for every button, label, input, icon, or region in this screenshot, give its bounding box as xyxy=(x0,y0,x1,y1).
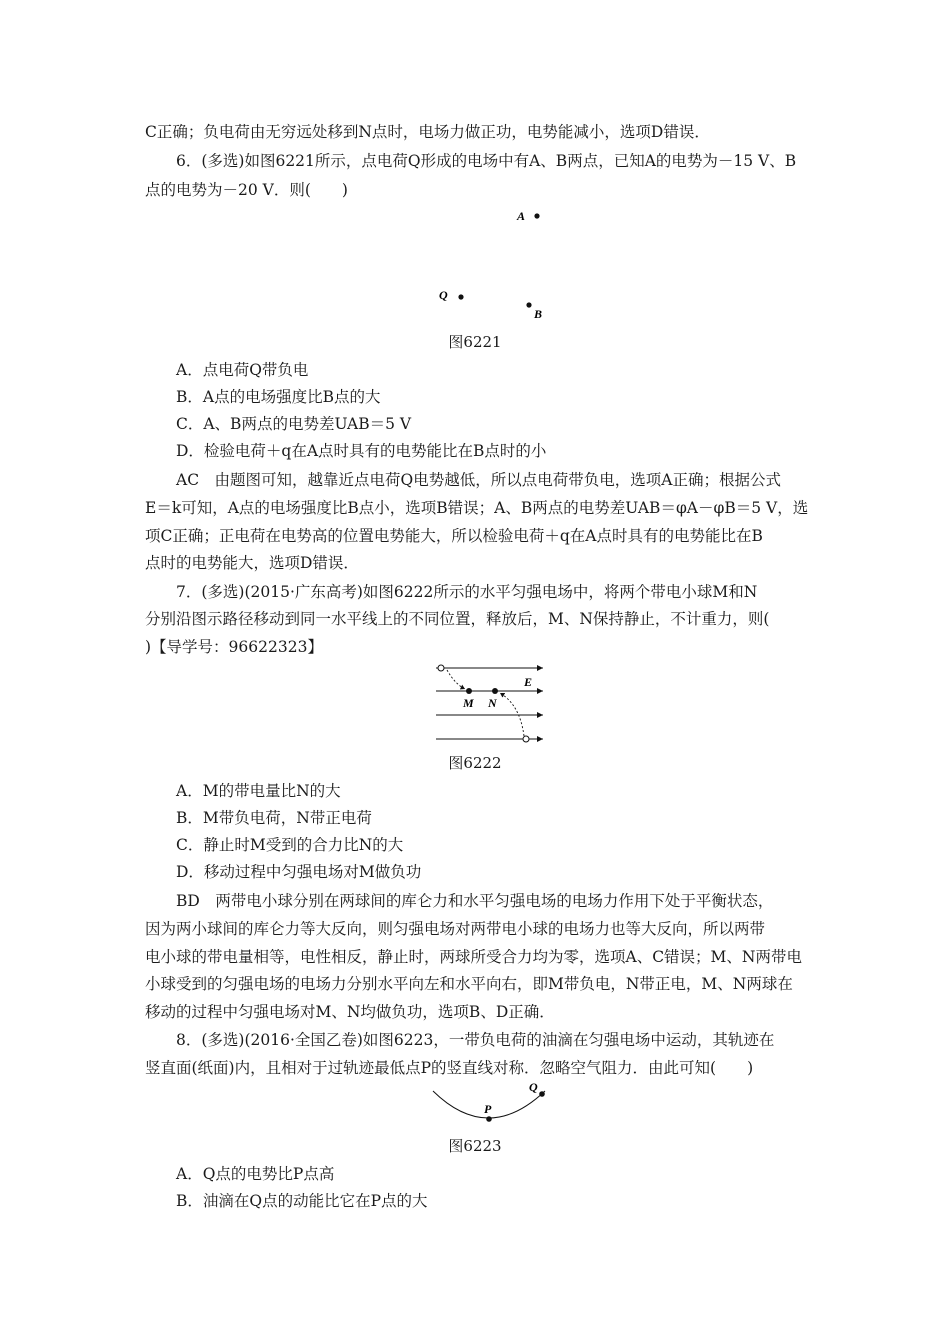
text-line: )【导学号：96622323】 xyxy=(145,638,323,656)
option-A: A．点电荷Q带负电 xyxy=(176,361,309,379)
label-M: M xyxy=(463,696,474,710)
figure-6223 xyxy=(425,1080,555,1130)
answer-line: 因为两小球间的库仑力等大反向，则匀强电场对两带电小球的电场力也等大反向，所以两带 xyxy=(145,920,766,938)
text-line: 竖直面(纸面)内，且相对于过轨迹最低点P的竖直线对称．忽略空气阻力．由此可知( ) xyxy=(145,1059,754,1077)
text-line: 8．(多选)(2016·全国乙卷)如图6223，一带负电荷的油滴在匀强电场中运动，其轨迹在 xyxy=(176,1031,775,1049)
point-B xyxy=(526,302,531,307)
label-A: A xyxy=(517,209,526,223)
answer-line: 项C正确；正电荷在电势高的位置电势能大，所以检验电荷＋q在A点时具有的电势能比在B xyxy=(145,527,763,545)
answer-line: 移动的过程中匀强电场对M、N均做负功，选项B、D正确． xyxy=(145,1003,555,1021)
label-E: E xyxy=(524,675,533,689)
answer-line: 点时的电势能大，选项D错误． xyxy=(145,554,359,572)
answer-line: 小球受到的匀强电场的电场力分别水平向左和水平向右，即M带负电，N带正电，M、N两球在 xyxy=(145,975,793,993)
option-C: C．A、B两点的电势差UAB＝5 V xyxy=(176,415,412,433)
text-line: C正确；负电荷由无穷远处移到N点时，电场力做正功，电势能减小，选项D错误． xyxy=(145,123,710,141)
figure-caption: 图6223 xyxy=(448,1137,502,1155)
label-N: N xyxy=(488,696,497,710)
text-line: 6．(多选)如图6221所示，点电荷Q形成的电场中有A、B两点，已知A的电势为－15 V、B xyxy=(176,152,797,170)
answer-line: BD 两带电小球分别在两球间的库仑力和水平匀强电场的电场力作用下处于平衡状态， xyxy=(176,892,774,910)
label-Q: Q xyxy=(439,288,448,302)
answer-line: E＝k可知，A点的电场强度比B点小，选项B错误；A、B两点的电势差UAB＝φA－φB＝5 V，选 xyxy=(145,499,809,517)
point-A xyxy=(534,213,539,218)
start-M xyxy=(438,665,444,671)
figure-6221 xyxy=(420,200,560,325)
label-Q: Q xyxy=(529,1080,538,1094)
point-Q xyxy=(458,294,463,299)
label-B: B xyxy=(534,307,543,321)
option-D: D．移动过程中匀强电场对M做负功 xyxy=(176,863,422,881)
start-N xyxy=(523,736,529,742)
option-D: D．检验电荷＋q在A点时具有的电势能比在B点时的小 xyxy=(176,442,547,460)
option-A: A．Q点的电势比P点高 xyxy=(176,1165,335,1183)
text-line: 点的电势为－20 V．则( ) xyxy=(145,181,348,199)
option-C: C．静止时M受到的合力比N的大 xyxy=(176,836,404,854)
path-M xyxy=(447,670,465,689)
option-B: B．A点的电场强度比B点的大 xyxy=(176,388,381,406)
text-line: 7．(多选)(2015·广东高考)如图6222所示的水平匀强电场中，将两个带电小球M和N xyxy=(176,583,758,601)
option-B: B．油滴在Q点的动能比它在P点的大 xyxy=(176,1192,428,1210)
text-line: 分别沿图示路径移动到同一水平线上的不同位置，释放后，M、N保持静止，不计重力，则( xyxy=(145,610,770,628)
label-P: P xyxy=(484,1102,492,1116)
point-Q xyxy=(539,1091,545,1097)
figure-6222 xyxy=(430,660,550,750)
option-A: A．M的带电量比N的大 xyxy=(176,782,341,800)
answer-line: AC 由题图可知，越靠近点电荷Q电势越低，所以点电荷带负电，选项A正确；根据公式 xyxy=(176,471,781,489)
ball-M xyxy=(466,688,472,694)
figure-caption: 图6222 xyxy=(448,754,502,772)
figure-caption: 图6221 xyxy=(448,333,502,351)
answer-line: 电小球的带电量相等，电性相反，静止时，两球所受合力均为零，选项A、C错误；M、N两带电 xyxy=(145,948,802,966)
ball-N xyxy=(492,688,498,694)
point-P xyxy=(486,1116,492,1122)
option-B: B．M带负电荷，N带正电荷 xyxy=(176,809,372,827)
